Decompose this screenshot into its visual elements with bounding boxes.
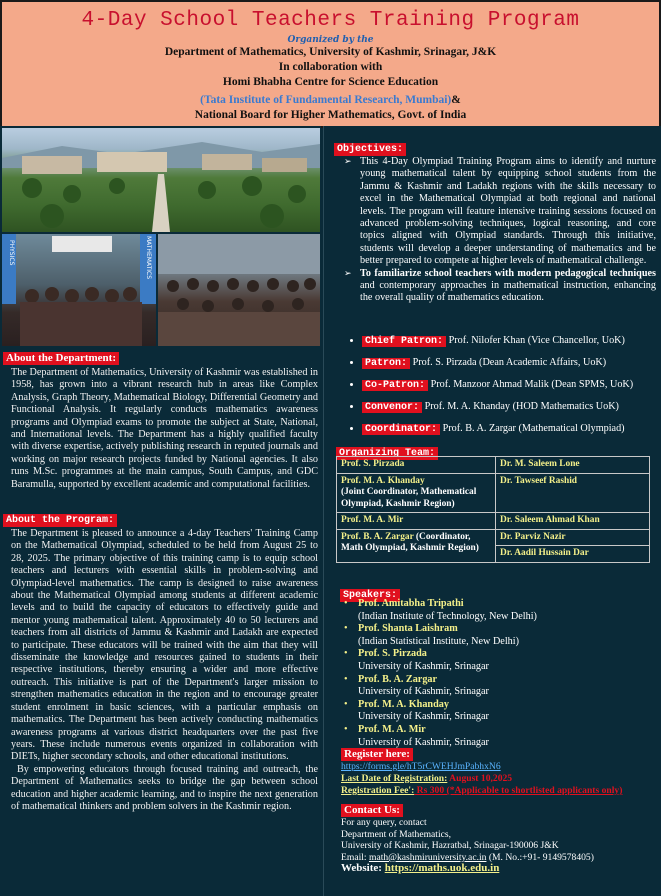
role-item [362,352,661,374]
role-text: Prof. B. A. Zargar (Mathematical Olympiad) [440,423,625,434]
objectives-list [334,156,656,305]
table-cell: Dr. Parviz Nazir [496,529,650,546]
role-text: Prof. Manzoor Ahmad Malik (Dean SPMS, UoK) [428,379,634,390]
role-tag: Convenor: [362,402,422,413]
speaker-affiliation: University of Kashmir, Srinagar [358,686,489,698]
table-row [337,457,650,474]
website-label: Website [341,862,379,875]
speaker-affiliation: (Indian Institute of Technology, New Delhi) [358,610,537,622]
team-name: Prof. B. A. Zargar [341,531,414,542]
table-cell [337,529,496,562]
team-table [336,456,650,563]
contact-line1: For any query, contact [341,817,427,828]
speaker-item [358,598,661,623]
right-column [323,126,661,896]
classroom-photo-art [2,234,156,346]
table-row [337,529,650,546]
contact-label: Contact Us: [341,804,403,817]
tifr-text: (Tata Institute of Fundamental Research, Mumbai) [200,94,452,106]
speaker-item [358,699,661,724]
roles-list [324,330,661,440]
table-cell: Prof. M. A. Mir [337,513,496,530]
role-text: Prof. Nilofer Khan (Vice Chancellor, UoK) [446,335,625,346]
left-column [0,126,321,896]
speakers-label: Speakers: [340,589,400,602]
table-cell: Dr. Aadil Hussain Dar [496,546,650,563]
register-link[interactable]: https://forms.gle/hT5rCWEHJmPabhxN6 [341,761,501,772]
dept-line: Department of Mathematics, University of Kashmir, Srinagar, J&K [164,46,497,58]
speaker-name: Prof. B. A. Zargar [358,673,438,685]
speaker-name: Prof. S. Pirzada [358,648,427,660]
campus-photo [2,128,320,232]
register-label: Register here: [341,748,413,761]
website-sep: : [378,862,385,875]
table-cell [337,473,496,513]
last-date-value: August 10,2025 [447,773,513,784]
speaker-affiliation: University of Kashmir, Srinagar [358,660,489,672]
role-item [362,374,661,396]
speakers-list-wrap [324,598,661,749]
nbhm-line: National Board for Higher Mathematics, Govt. of India [194,109,467,121]
team-label: Organizing Team: [336,447,438,460]
team-name: Prof. M. A. Khanday [341,475,425,486]
role-text: Prof. S. Pirzada (Dean Academic Affairs, UoK) [410,357,607,368]
table-cell: Dr. Tawseef Rashid [496,473,650,513]
about-program-section [3,509,318,813]
role-tag: Co-Patron: [362,380,428,391]
photo-banner-left: PHYSICS [8,240,15,266]
role-text: Prof. M. A. Khanday (HOD Mathematics UoK) [422,401,619,412]
role-item [362,418,661,440]
table-cell: Prof. S. Pirzada [337,457,496,474]
objectives-label: Objectives: [334,143,406,156]
speaker-name: Prof. Amitabha Tripathi [358,598,464,609]
about-program-text1: The Department is pleased to announce a 4-day Teachers' Training Camp on the Mathematical Olympiad, scheduled to be held from August 25 to 28, 2025. The primary objective of this training camp is to equip school teachers and lecturers with essential skills in problem-solving and Olympiad-level mathematics. The camp is designed to raise awareness about the Mathematical Olympiad among students at different academic levels and to build the capacity of educators to effectively guide and mentor young mathematical talent. Approximately 40 to 50 lecturers and teachers from all districts of Jammu & Kashmir and Ladakh are expected to participate. These educators will be trained with the aim that they will disseminate the knowledge and resources gained to students in their respective institutions, thereby ensuring a wider and more effective outreach. This initiative is part of the Department's larger mission to strengthen mathematics education in the region and to encourage greater student enrolment in basic sciences, with a particular emphasis on mathematics. The Department has been actively conducting mathematics awareness programs at various district headquarters over the past five years. These include numerous events organized in collaboration with DIETs, higher secondary schools, and other educational institutions. [11,528,318,763]
last-date-label: Last Date of Registration: [341,773,448,784]
role-item [362,330,661,352]
table-row [337,513,650,530]
group-photo-art [158,234,320,346]
page-title: 4-Day School Teachers Training Program [81,9,580,32]
speaker-name: Prof. M. A. Mir [358,723,426,735]
about-program-text2: By empowering educators through focused training and outreach, the Department of Mathematics seeks to bridge the gap between school education and higher academic learning, and to inspire the next generation of mathematical thinkers and problem solvers in the Kashmir region. [11,763,318,812]
objective-item [360,268,656,305]
roles-section [324,330,661,440]
about-dept-section [3,348,318,491]
contact-section [341,804,661,875]
contact-line2: Department of Mathematics, [341,828,452,840]
organized-by: Organized by the [287,35,374,45]
contact-line3: University of Kashmir, Hazratbal, Srinagar-190006 J&K [341,840,559,852]
objective-2-text: and contemporary approaches in mathematical instruction, enhancing the overall quality of mathematics education. [360,280,656,304]
speaker-item [358,648,661,673]
speaker-item [358,674,661,699]
objective-item [360,156,656,268]
tifr-line [2,90,659,108]
amp-text: & [451,94,461,106]
role-tag: Patron: [362,358,410,369]
header-banner [0,0,661,128]
hbcse-line: Homi Bhabha Centre for Science Education [222,76,439,88]
website-link[interactable]: https://maths.uok.edu.in [384,862,500,875]
objective-1-text: This 4-Day Olympiad Training Program aims to identify and nurture young mathematical talent by equipping school students from the Jammu & Kashmir and Ladakh regions with the skills necessary to excel in the Mathematical Olympiad at both regional and national levels. The program will feature intensive training sessions focused on advanced problem-solving techniques, logical reasoning, and core topics aligned with Olympiad standards. Through this initiative, students will develop a deeper understanding of mathematics and be better prepared to compete at higher levels of mathematical challenge. [360,156,656,267]
speaker-affiliation: (Indian Statistical Institute, New Delhi) [358,635,519,647]
photo-banner-right: MATHEMATICS [145,236,152,280]
role-item [362,396,661,418]
fee-value: Rs 300 (*Applicable to shortlisted applicants only) [414,785,623,796]
table-row [337,473,650,513]
objective-2-bold: To familiarize school teachers with modern pedagogical techniques [360,267,656,279]
email-label: Email: [341,851,369,863]
email-link[interactable]: math@kashmiruniversity.ac.in [368,851,487,863]
about-dept-text: The Department of Mathematics, University of Kashmir was established in 1958, has grown into a vibrant research hub in areas like Complex Analysis, Graph Theory, Mathematical Biology, Differential Geometry and Functional Analysis. It regularly conducts mathematics awareness programs and Olympiad exams to promote the subject at State, National, and International levels. The Department has a highly qualified faculty with diverse expertise, actively publishing research in reputed journals and working on major research projects funded by National agencies. It also runs M.Sc. programmes at the main campus, South Campus, and GDC Baramulla, supported by excellent academic and computational facilities. [11,367,318,490]
fee-label: Registration Fee': [341,785,415,796]
speakers-list [324,598,661,749]
classroom-photo [2,234,156,346]
about-dept-label: About the Department: [3,352,119,365]
group-photo [158,234,320,346]
table-cell: Dr. Saleem Ahmad Khan [496,513,650,530]
speaker-item [358,724,661,749]
objectives-section [334,138,656,305]
phone-text: (M. No.:+91- 9149578405) [486,851,594,863]
team-role: (Coordinator, Math Olympiad, Kashmir Region) [341,531,479,553]
role-tag: Chief Patron: [362,336,446,347]
team-table-wrap [324,456,661,563]
role-tag: Coordinator: [362,424,440,435]
speaker-affiliation: University of Kashmir, Srinagar [358,736,489,748]
about-program-label: About the Program: [3,514,117,527]
speaker-name: Prof. M. A. Khanday [358,698,449,710]
team-role: (Joint Coordinator, Mathematical Olympiad, Kashmir Region) [341,487,477,509]
speaker-affiliation: University of Kashmir, Srinagar [358,711,489,723]
campus-photo-art [2,128,320,232]
table-cell: Dr. M. Saleem Lone [496,457,650,474]
collab-line: In collaboration with [278,61,383,73]
speaker-name: Prof. Shanta Laishram [358,623,458,635]
speaker-item [358,623,661,648]
register-section [341,748,661,797]
